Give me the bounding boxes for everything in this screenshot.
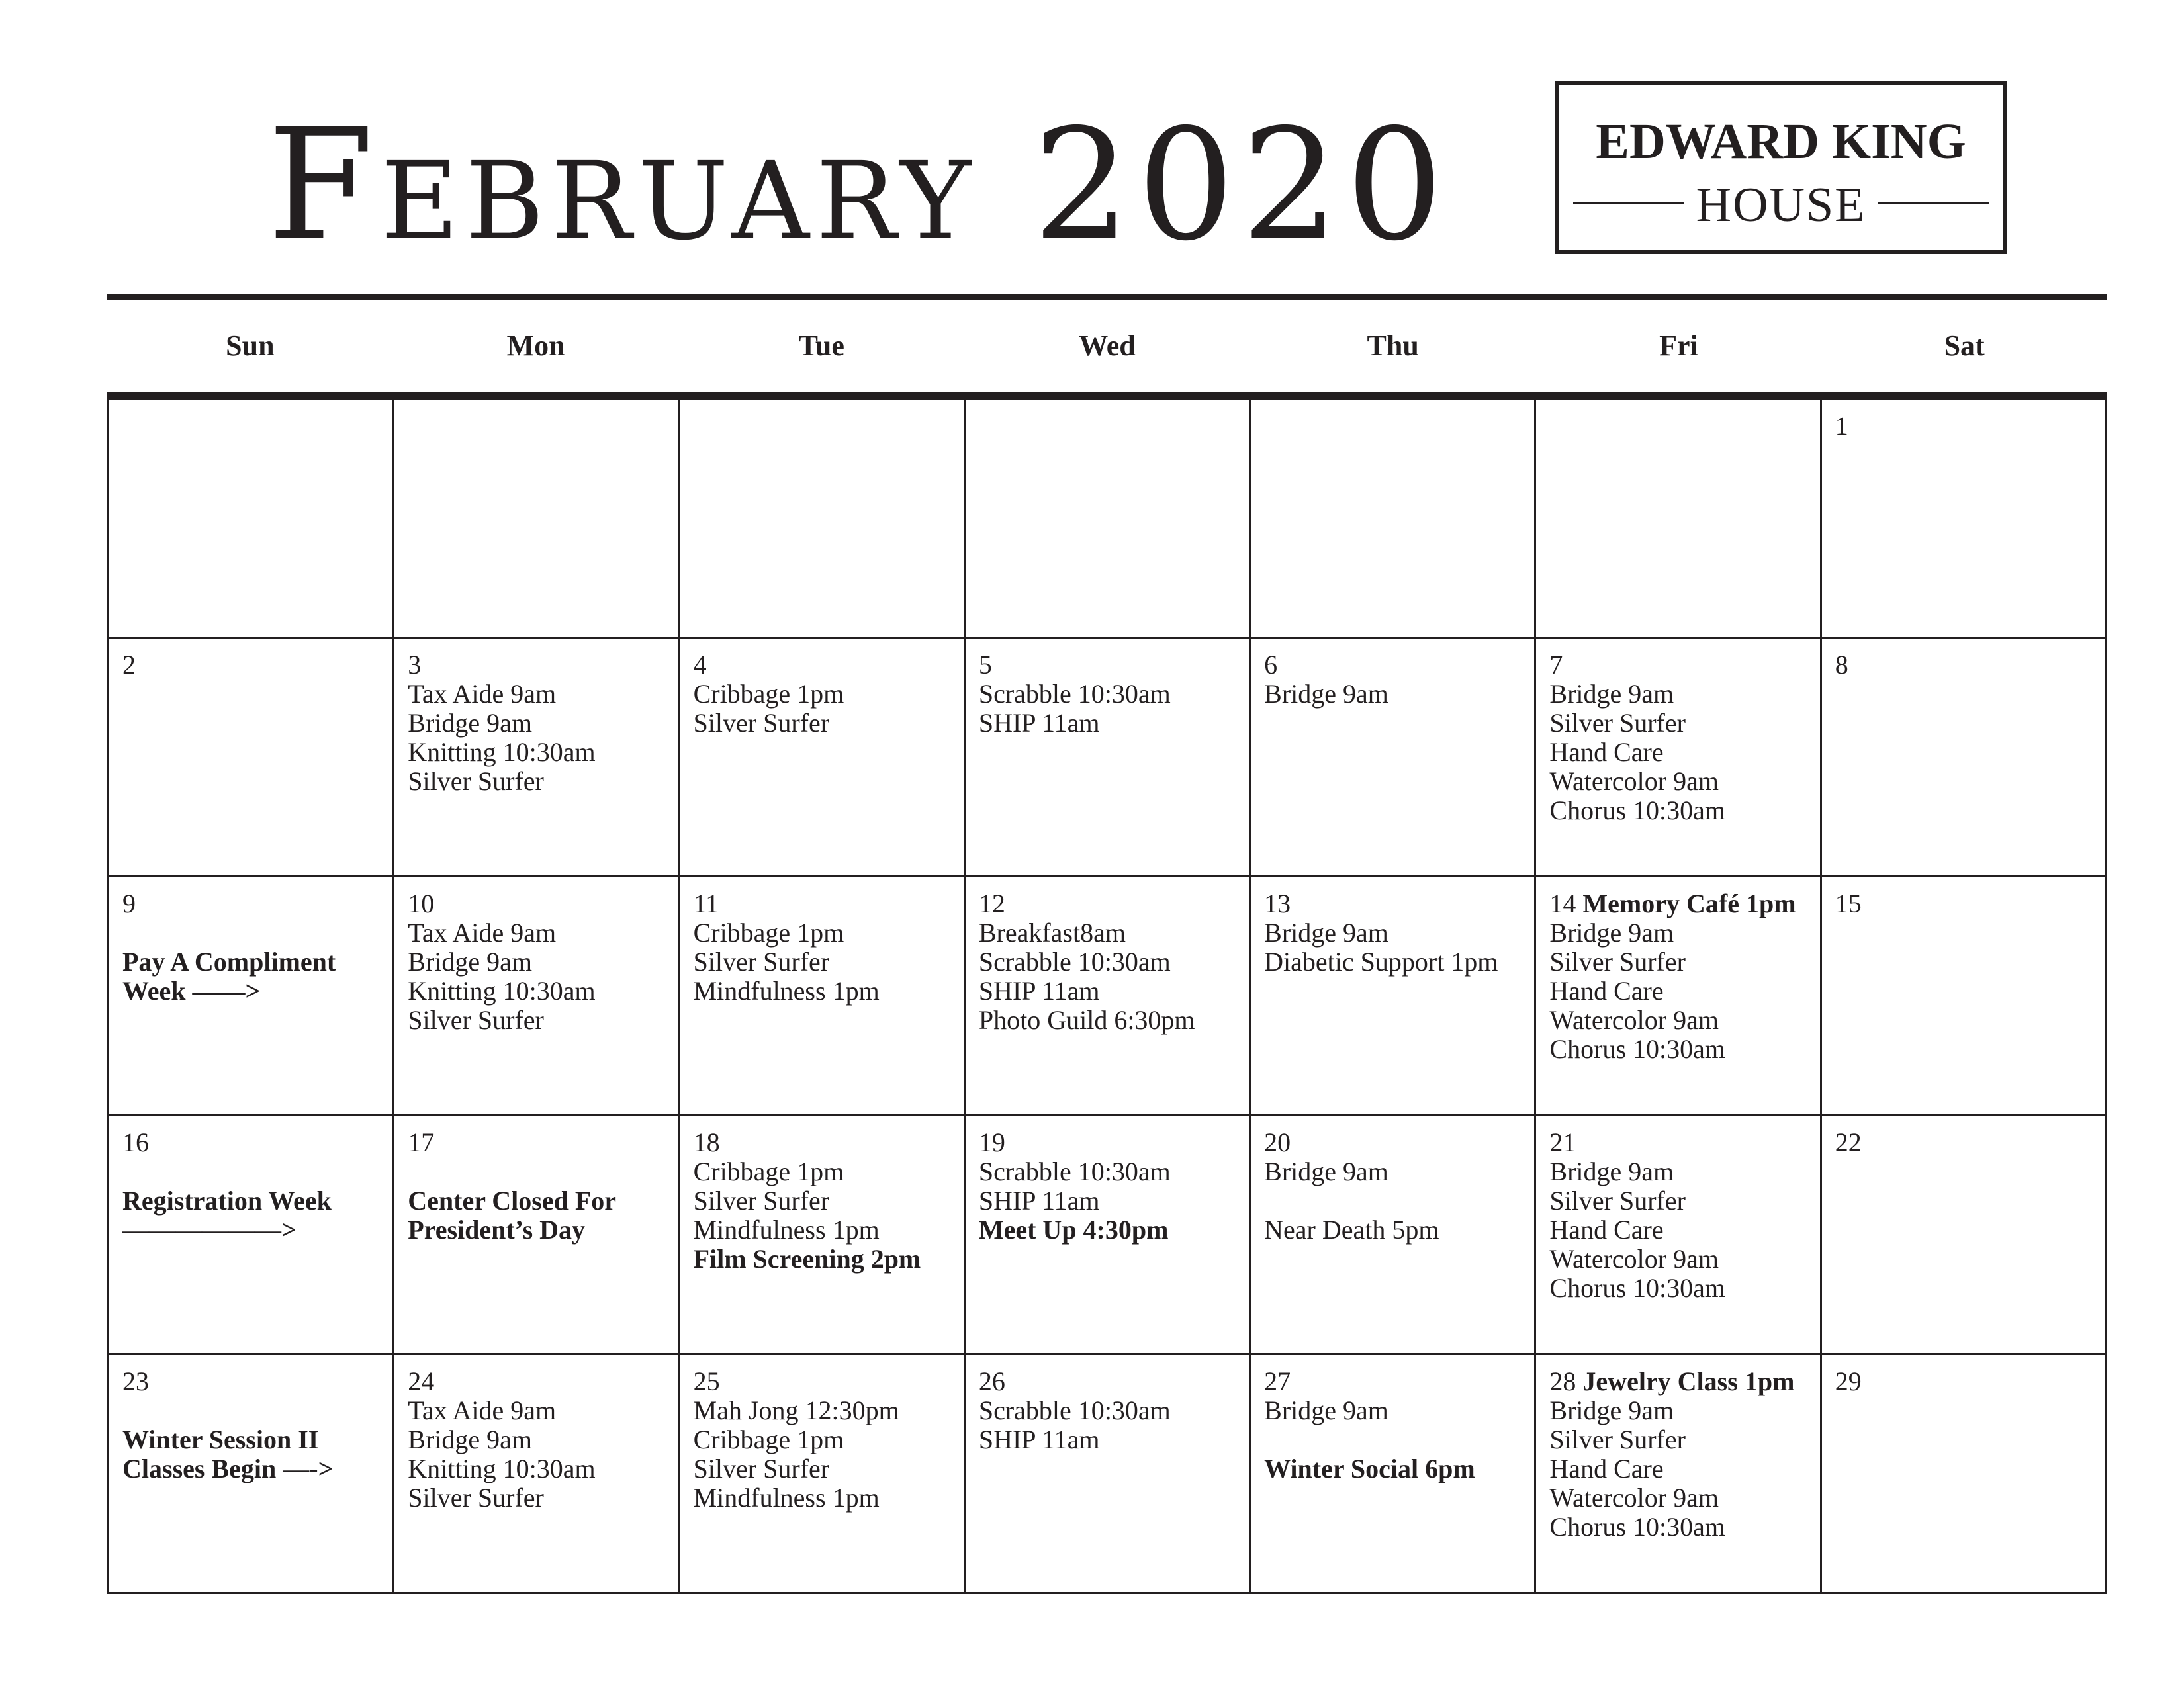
day-header-line xyxy=(1264,1367,1521,1396)
day-header-line xyxy=(122,889,379,918)
day-cell-14 xyxy=(1536,875,1821,1114)
event-item xyxy=(122,1157,379,1186)
day-cell-3 xyxy=(394,637,680,875)
event-item: Cribbage 1pm xyxy=(693,1157,844,1186)
weekday-mon: Mon xyxy=(506,330,565,362)
event-item: Hand Care xyxy=(1549,737,1664,767)
day-header-line xyxy=(979,650,1236,680)
event-item: Near Death 5pm xyxy=(1264,1215,1439,1245)
day-cell-26 xyxy=(966,1353,1251,1592)
event-item: Cribbage 1pm xyxy=(693,1425,844,1454)
event-item: Knitting 10:30am xyxy=(408,976,596,1006)
logo-line-2: HOUSE xyxy=(1696,178,1866,232)
event-item: Silver Surfer xyxy=(408,1005,544,1035)
day-cell-7 xyxy=(1536,637,1821,875)
day-cell-24 xyxy=(394,1353,680,1592)
empty-day-cell xyxy=(1251,398,1536,637)
day-number: 3 xyxy=(408,650,422,680)
event-item: Tax Aide 9am xyxy=(408,679,557,709)
highlight-event: Week ——> xyxy=(122,976,261,1006)
day-cell-28 xyxy=(1536,1353,1821,1592)
day-number: 4 xyxy=(693,650,707,680)
day-header-line xyxy=(1549,1367,1806,1396)
highlight-event: Center Closed For xyxy=(408,1186,617,1216)
day-header-line xyxy=(979,412,1236,441)
event-item: Bridge 9am xyxy=(1264,1395,1388,1425)
day-header-line xyxy=(1264,412,1521,441)
day-header-line xyxy=(122,1367,379,1396)
logo-line-1: EDWARD KING xyxy=(1596,114,1966,169)
weekday-sun: Sun xyxy=(226,330,275,362)
event-item: Silver Surfer xyxy=(693,947,830,977)
day-header-line xyxy=(1264,889,1521,918)
day-cell-18 xyxy=(680,1114,966,1353)
event-item: Bridge 9am xyxy=(1264,679,1388,709)
day-number: 15 xyxy=(1835,889,1862,918)
day-cell-1 xyxy=(1822,398,2107,637)
day-number: 10 xyxy=(408,889,435,918)
weekday-header-row xyxy=(107,300,2107,392)
header-rule-bottom xyxy=(107,392,2107,398)
event-item: Watercolor 9am xyxy=(1549,1483,1719,1513)
day-number: 29 xyxy=(1835,1366,1862,1396)
weekday-fri: Fri xyxy=(1659,330,1698,362)
event-item: Silver Surfer xyxy=(408,1483,544,1513)
day-cell-5 xyxy=(966,637,1251,875)
day-number: 21 xyxy=(1549,1128,1576,1157)
day-number: 25 xyxy=(693,1366,720,1396)
weekday-thu: Thu xyxy=(1367,330,1419,362)
event-item: Hand Care xyxy=(1549,1454,1664,1483)
event-item: Scrabble 10:30am xyxy=(978,1395,1171,1425)
day-number: 19 xyxy=(978,1128,1005,1157)
day-header-line xyxy=(1835,1128,2092,1157)
day-number: 17 xyxy=(408,1128,435,1157)
day-header-line xyxy=(1549,650,1806,680)
day-cell-16 xyxy=(109,1114,394,1353)
day-cell-27 xyxy=(1251,1353,1536,1592)
event-item: Mindfulness 1pm xyxy=(693,1215,880,1245)
event-item: Watercolor 9am xyxy=(1549,1005,1719,1035)
event-item: Silver Surfer xyxy=(693,1454,830,1483)
highlight-event: President’s Day xyxy=(408,1215,586,1245)
event-item: Knitting 10:30am xyxy=(408,737,596,767)
day-number: 28 xyxy=(1549,1366,1576,1396)
event-item: Tax Aide 9am xyxy=(408,1395,557,1425)
day-cell-19 xyxy=(966,1114,1251,1353)
event-item: Chorus 10:30am xyxy=(1549,795,1725,825)
event-item: Knitting 10:30am xyxy=(408,1454,596,1483)
event-item: Photo Guild 6:30pm xyxy=(978,1005,1195,1035)
day-cell-10 xyxy=(394,875,680,1114)
event-item: SHIP 11am xyxy=(978,1425,1100,1454)
day-header-line xyxy=(408,889,664,918)
day-cell-2 xyxy=(109,637,394,875)
event-item: Bridge 9am xyxy=(408,947,533,977)
event-item: Mah Jong 12:30pm xyxy=(693,1395,899,1425)
day-number: 14 xyxy=(1549,889,1576,918)
day-header-line xyxy=(1549,1128,1806,1157)
day-header-line xyxy=(1835,1367,2092,1396)
edward-king-house-logo xyxy=(1555,81,2007,254)
day-cell-13 xyxy=(1251,875,1536,1114)
highlight-event: Meet Up 4:30pm xyxy=(978,1215,1169,1245)
day-header-line xyxy=(1264,650,1521,680)
event-item: Mindfulness 1pm xyxy=(693,976,880,1006)
event-item: Bridge 9am xyxy=(1549,1395,1674,1425)
event-item: Silver Surfer xyxy=(1549,947,1686,977)
day-number: 7 xyxy=(1549,650,1563,680)
calendar-title xyxy=(267,96,1459,275)
weekday-tue: Tue xyxy=(798,330,844,362)
day-header-line xyxy=(694,1367,950,1396)
event-item: SHIP 11am xyxy=(978,1186,1100,1216)
event-item: Silver Surfer xyxy=(408,766,544,796)
event-item xyxy=(1264,1186,1521,1216)
day-header-line xyxy=(408,412,664,441)
highlight-event: Classes Begin —-> xyxy=(122,1454,334,1483)
event-item: SHIP 11am xyxy=(978,708,1100,738)
day-header-line xyxy=(122,1128,379,1157)
empty-day-cell xyxy=(680,398,966,637)
day-cell-25 xyxy=(680,1353,966,1592)
weekday-wed: Wed xyxy=(1079,330,1136,362)
event-item: Watercolor 9am xyxy=(1549,1244,1719,1274)
event-item: Bridge 9am xyxy=(408,708,533,738)
day-number: 13 xyxy=(1264,889,1291,918)
event-item: Cribbage 1pm xyxy=(693,918,844,948)
event-item: Tax Aide 9am xyxy=(408,918,557,948)
day-header-line xyxy=(408,1128,664,1157)
day-number: 18 xyxy=(693,1128,720,1157)
event-item: Bridge 9am xyxy=(408,1425,533,1454)
day-header-line xyxy=(1549,889,1806,918)
day-number: 27 xyxy=(1264,1366,1291,1396)
month-name: February xyxy=(267,96,978,275)
day-number: 11 xyxy=(693,889,719,918)
day-number: 5 xyxy=(978,650,992,680)
event-item: Watercolor 9am xyxy=(1549,766,1719,796)
event-item: Silver Surfer xyxy=(1549,1186,1686,1216)
event-item: Mindfulness 1pm xyxy=(693,1483,880,1513)
featured-event: Jewelry Class 1pm xyxy=(1582,1366,1795,1396)
weekday-sat: Sat xyxy=(1944,330,1985,362)
event-item: Bridge 9am xyxy=(1264,1157,1388,1186)
event-item: SHIP 11am xyxy=(978,976,1100,1006)
day-cell-21 xyxy=(1536,1114,1821,1353)
highlight-event: Winter Social 6pm xyxy=(1264,1454,1475,1483)
event-item: Chorus 10:30am xyxy=(1549,1512,1725,1542)
event-item: Bridge 9am xyxy=(1549,1157,1674,1186)
day-cell-29 xyxy=(1822,1353,2107,1592)
event-item: Scrabble 10:30am xyxy=(978,947,1171,977)
empty-day-cell xyxy=(966,398,1251,637)
event-item: Silver Surfer xyxy=(1549,1425,1686,1454)
event-item: Bridge 9am xyxy=(1549,679,1674,709)
day-number: 1 xyxy=(1835,411,1848,441)
day-number: 8 xyxy=(1835,650,1848,680)
event-item: Cribbage 1pm xyxy=(693,679,844,709)
day-header-line xyxy=(979,1367,1236,1396)
event-item: Diabetic Support 1pm xyxy=(1264,947,1498,977)
empty-day-cell xyxy=(1536,398,1821,637)
day-header-line xyxy=(979,889,1236,918)
day-cell-8 xyxy=(1822,637,2107,875)
day-header-line xyxy=(122,650,379,680)
event-item xyxy=(122,1396,379,1425)
highlight-event: Pay A Compliment xyxy=(122,947,336,977)
event-item: Silver Surfer xyxy=(693,708,830,738)
day-header-line xyxy=(1549,412,1806,441)
event-item: Breakfast8am xyxy=(978,918,1126,948)
event-item xyxy=(408,1157,664,1186)
event-item: Scrabble 10:30am xyxy=(978,1157,1171,1186)
day-number: 6 xyxy=(1264,650,1278,680)
day-cell-12 xyxy=(966,875,1251,1114)
highlight-event: Film Screening 2pm xyxy=(693,1244,921,1274)
calendar-grid xyxy=(107,398,2107,1594)
day-header-line xyxy=(694,889,950,918)
day-number: 16 xyxy=(122,1128,149,1157)
year: 2020 xyxy=(1032,96,1450,275)
day-header-line xyxy=(1835,650,2092,680)
event-item: Bridge 9am xyxy=(1264,918,1388,948)
day-cell-17 xyxy=(394,1114,680,1353)
event-item: Chorus 10:30am xyxy=(1549,1034,1725,1064)
event-item: Silver Surfer xyxy=(1549,708,1686,738)
day-number: 26 xyxy=(978,1366,1005,1396)
event-item: Chorus 10:30am xyxy=(1549,1273,1725,1303)
day-cell-11 xyxy=(680,875,966,1114)
day-number: 2 xyxy=(122,650,136,680)
featured-event: Memory Café 1pm xyxy=(1582,889,1796,918)
day-cell-23 xyxy=(109,1353,394,1592)
day-header-line xyxy=(694,412,950,441)
event-item xyxy=(122,918,379,948)
day-header-line xyxy=(408,1367,664,1396)
highlight-event: ——————> xyxy=(122,1215,296,1245)
highlight-event: Registration Week xyxy=(122,1186,332,1216)
day-cell-22 xyxy=(1822,1114,2107,1353)
day-header-line xyxy=(694,1128,950,1157)
day-number: 9 xyxy=(122,889,136,918)
day-header-line xyxy=(979,1128,1236,1157)
day-number: 24 xyxy=(408,1366,435,1396)
day-cell-20 xyxy=(1251,1114,1536,1353)
event-item: Bridge 9am xyxy=(1549,918,1674,948)
day-header-line xyxy=(122,412,379,441)
day-cell-6 xyxy=(1251,637,1536,875)
event-item: Silver Surfer xyxy=(693,1186,830,1216)
empty-day-cell xyxy=(109,398,394,637)
highlight-event: Winter Session II xyxy=(122,1425,319,1454)
day-header-line xyxy=(1835,889,2092,918)
day-number: 23 xyxy=(122,1366,149,1396)
day-header-line xyxy=(1264,1128,1521,1157)
day-header-line xyxy=(694,650,950,680)
day-number: 20 xyxy=(1264,1128,1291,1157)
event-item: Hand Care xyxy=(1549,1215,1664,1245)
day-header-line xyxy=(1835,412,2092,441)
day-cell-9 xyxy=(109,875,394,1114)
day-cell-15 xyxy=(1822,875,2107,1114)
event-item: Hand Care xyxy=(1549,976,1664,1006)
day-cell-4 xyxy=(680,637,966,875)
day-number: 22 xyxy=(1835,1128,1862,1157)
header-rule-top xyxy=(107,294,2107,300)
logo-rule-right xyxy=(1878,202,1989,204)
day-header-line xyxy=(408,650,664,680)
event-item: Scrabble 10:30am xyxy=(978,679,1171,709)
day-number: 12 xyxy=(978,889,1005,918)
empty-day-cell xyxy=(394,398,680,637)
event-item xyxy=(1264,1425,1521,1454)
